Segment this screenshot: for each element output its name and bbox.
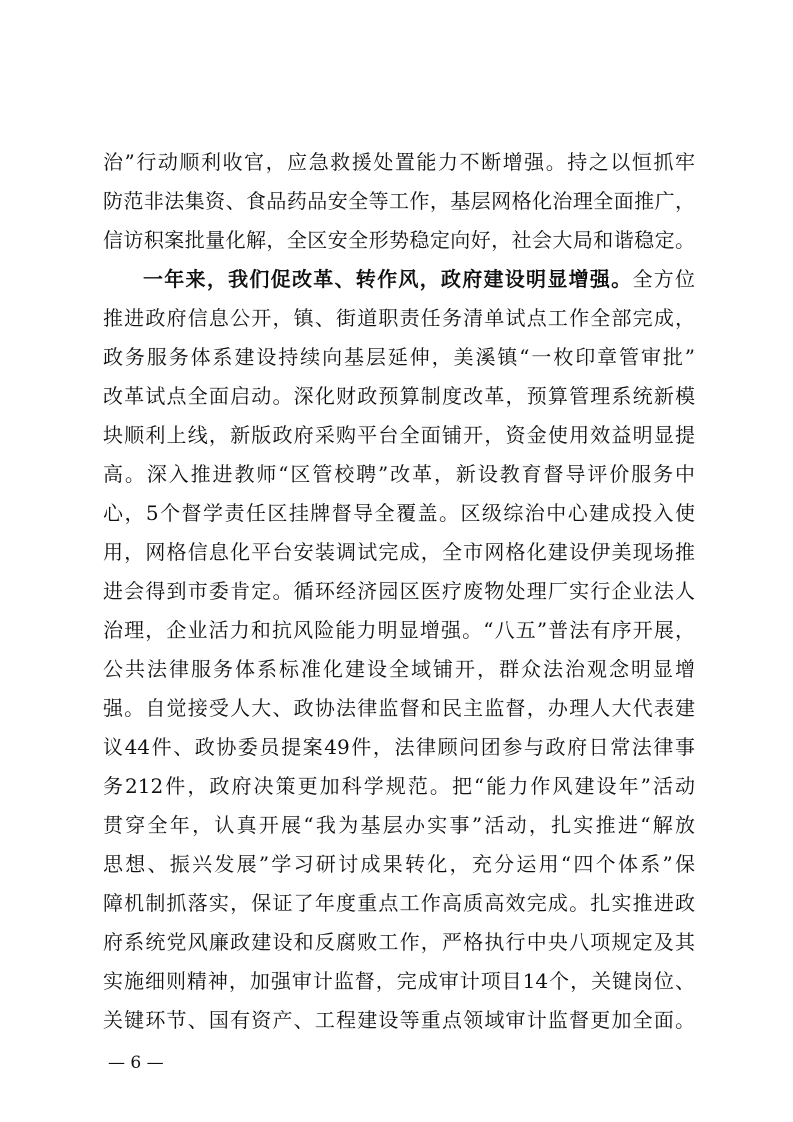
text-line: 关键环节、国有资产、工程建设等重点领域审计监督更加全面。	[103, 1008, 695, 1032]
text-line: 防范非法集资、食品药品安全等工作，基层网格化治理全面推广，	[103, 189, 695, 213]
section-heading: 一年来，我们促改革、转作风，政府建设明显增强。	[143, 267, 633, 291]
text-line: 信访积案批量化解，全区安全形势稳定向好，社会大局和谐稳定。	[103, 228, 695, 252]
text-line: 思想、振兴发展”学习研讨成果转化，充分运用“四个体系”保	[103, 852, 695, 876]
body-text	[103, 143, 695, 1040]
text-span: 全方位	[632, 267, 696, 291]
text-line: 障机制抓落实，保证了年度重点工作高质高效完成。扎实推进政	[103, 891, 695, 915]
text-line: 治理，企业活力和抗风险能力明显增强。“八五”普法有序开展，	[103, 618, 695, 642]
text-line: 府系统党风廉政建设和反腐败工作，严格执行中央八项规定及其	[103, 930, 695, 954]
text-line: 务212件，政府决策更加科学规范。把“能力作风建设年”活动	[103, 774, 695, 798]
text-line: 用，网格信息化平台安装调试完成，全市网格化建设伊美现场推	[103, 540, 695, 564]
text-line: 治”行动顺利收官，应急救援处置能力不断增强。持之以恒抓牢	[103, 150, 695, 174]
text-line: 高。深入推进教师“区管校聘”改革，新设教育督导评价服务中	[103, 462, 695, 486]
text-line: 公共法律服务体系标准化建设全域铺开，群众法治观念明显增	[103, 657, 695, 681]
text-line: 推进政府信息公开，镇、街道职责任务清单试点工作全部完成，	[103, 306, 695, 330]
text-line: 块顺利上线，新版政府采购平台全面铺开，资金使用效益明显提	[103, 423, 695, 447]
paragraph-lead-line	[103, 260, 695, 299]
text-line: 议44件、政协委员提案49件，法律顾问团参与政府日常法律事	[103, 735, 695, 759]
text-line: 心，5个督学责任区挂牌督导全覆盖。区级综治中心建成投入使	[103, 501, 695, 525]
page-number: — 6 —	[108, 1053, 164, 1073]
text-line: 政务服务体系建设持续向基层延伸，美溪镇“一枚印章管审批”	[103, 345, 695, 369]
text-line: 强。自觉接受人大、政协法律监督和民主监督，办理人大代表建	[103, 696, 695, 720]
text-line: 贯穿全年，认真开展“我为基层办实事”活动，扎实推进“解放	[103, 813, 695, 837]
text-line: 改革试点全面启动。深化财政预算制度改革，预算管理系统新模	[103, 384, 695, 408]
text-line: 进会得到市委肯定。循环经济园区医疗废物处理厂实行企业法人	[103, 579, 695, 603]
text-line: 实施细则精神，加强审计监督，完成审计项目14个，关键岗位、	[103, 969, 695, 993]
